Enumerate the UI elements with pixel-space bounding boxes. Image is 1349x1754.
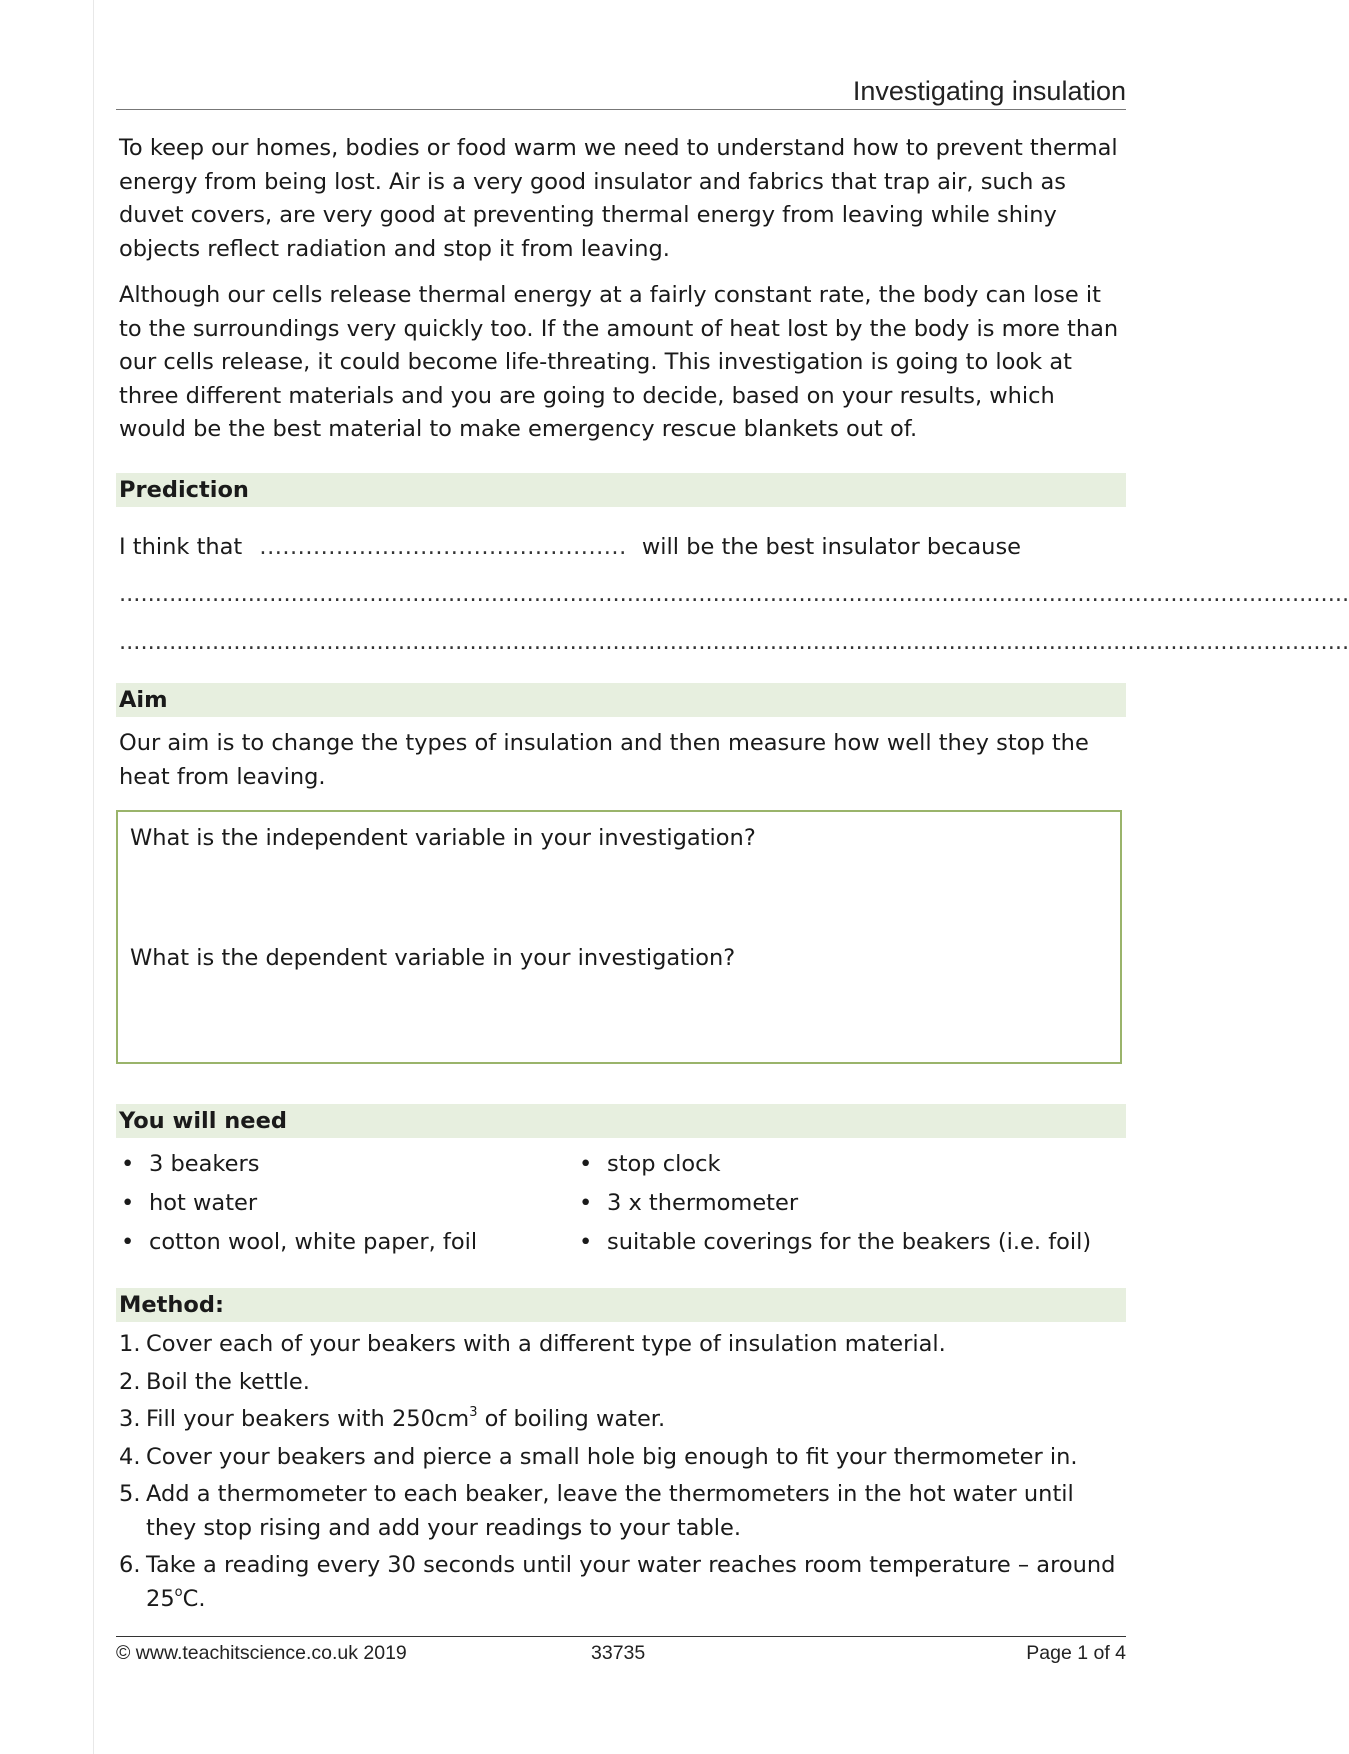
- section-heading-method: Method:: [116, 1288, 1126, 1322]
- list-item: • cotton wool, white paper, foil: [119, 1226, 477, 1265]
- intro-paragraph-2: Although our cells release thermal energy at a fairly constant rate, the body can lose it to the surroundings very quickly too. If the amount of heat lost by the body is more than our cells release, it could become life-threating. This investigation is going to look at three different materials and you are going to decide, based on your results, which would be the best material to make emergency rescue blankets out of.: [119, 282, 1119, 442]
- prediction-start: I think that: [119, 534, 243, 560]
- method-steps: [119, 1328, 1124, 1620]
- section-heading-equipment: You will need: [116, 1104, 1126, 1138]
- intro-paragraph-1: To keep our homes, bodies or food warm we need to understand how to prevent thermal energy from being lost. Air is a very good insulator and fabrics that trap air, such as duvet covers, are very good at preventing thermal energy from leaving while shiny objects reflect radiation and stop it from leaving.: [119, 135, 1118, 262]
- bullet-icon: •: [579, 1229, 593, 1255]
- list-item: • suitable coverings for the beakers (i.e. foil): [577, 1226, 1091, 1265]
- prediction-answer-line-2[interactable]: ............................................................................................................................................................................: [119, 629, 1349, 655]
- method-step: 2. Boil the kettle.: [119, 1368, 310, 1395]
- independent-variable-question: What is the independent variable in your investigation?: [130, 825, 756, 851]
- footer-copyright: © www.teachitscience.co.uk 2019: [116, 1642, 407, 1664]
- equipment-list-left: [119, 1148, 477, 1265]
- bullet-icon: •: [121, 1151, 135, 1177]
- variables-question-box[interactable]: [116, 810, 1122, 1064]
- bullet-icon: •: [121, 1190, 135, 1216]
- prediction-sentence: [119, 531, 1124, 565]
- bullet-icon: •: [579, 1151, 593, 1177]
- section-heading-prediction: Prediction: [116, 473, 1126, 507]
- list-item: • 3 beakers: [119, 1148, 477, 1187]
- list-item: • 3 x thermometer: [577, 1187, 1091, 1226]
- prediction-blank[interactable]: ................................................: [259, 534, 627, 560]
- footer-resource-code: 33735: [591, 1642, 646, 1664]
- list-item: • hot water: [119, 1187, 477, 1226]
- footer-page-number: Page 1 of 4: [1026, 1642, 1126, 1664]
- method-step: 5. Add a thermometer to each beaker, leave the thermometers in the hot water until they stop rising and add your readings to your table.: [119, 1481, 1074, 1541]
- list-item: • stop clock: [577, 1148, 1091, 1187]
- prediction-answer-line-1[interactable]: ............................................................................................................................................................................: [119, 581, 1349, 607]
- prediction-end: will be the best insulator because: [641, 534, 1022, 560]
- method-step: 4. Cover your beakers and pierce a small hole big enough to fit your thermometer in.: [119, 1443, 1078, 1470]
- footer-rule: [116, 1636, 1126, 1637]
- page-edge: [93, 0, 94, 1754]
- dependent-variable-question: What is the dependent variable in your investigation?: [130, 945, 736, 971]
- equipment-list-right: [577, 1148, 1091, 1265]
- method-step: 6. Take a reading every 30 seconds until your water reaches room temperature – around 25$^o$C.: [119, 1552, 1116, 1612]
- method-step: 3. Fill your beakers with $250cm^3$ of boiling water.: [119, 1405, 666, 1432]
- page-footer: [116, 1640, 1126, 1666]
- page-title: Investigating insulation: [852, 76, 1126, 106]
- bullet-icon: •: [121, 1229, 135, 1255]
- bullet-icon: •: [579, 1190, 593, 1216]
- section-heading-aim: Aim: [116, 683, 1126, 717]
- header-rule: [116, 109, 1126, 110]
- aim-text: Our aim is to change the types of insulation and then measure how well they stop the heat from leaving.: [119, 730, 1089, 790]
- method-step: 1. Cover each of your beakers with a different type of insulation material.: [119, 1331, 946, 1357]
